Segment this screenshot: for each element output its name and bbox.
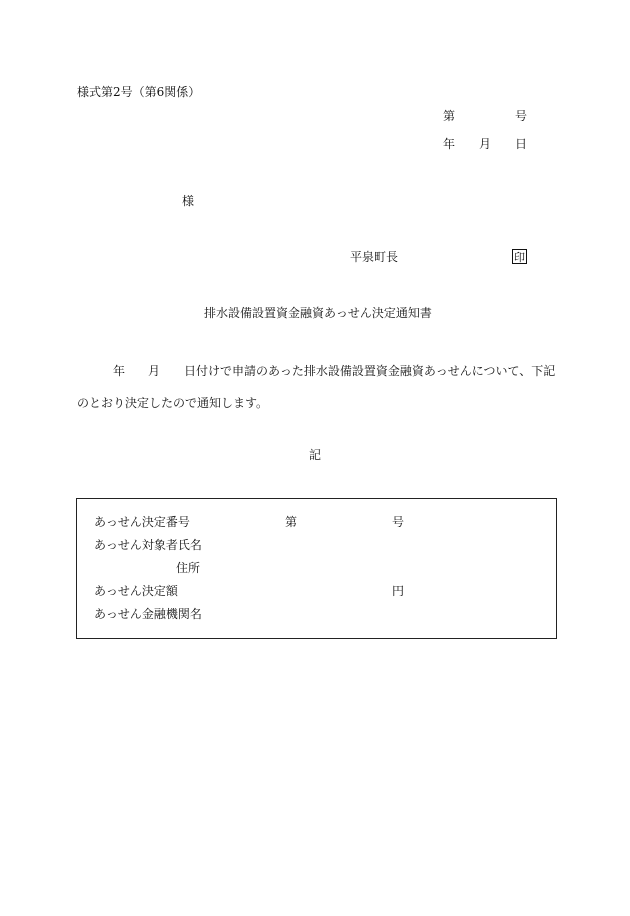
date-day: 日	[515, 137, 528, 151]
institution-label: あっせん金融機関名	[94, 607, 202, 621]
issuer-title: 平泉町長	[350, 250, 399, 264]
ki-heading: 記	[309, 448, 322, 462]
form-number: 様式第2号（第6関係）	[77, 85, 201, 99]
doc-number-go: 号	[515, 109, 528, 123]
body-line1: 日付けで申請のあった排水設備設置資金融資あっせんについて、下記	[184, 364, 556, 378]
doc-number-dai: 第	[443, 109, 456, 123]
amount-unit: 円	[392, 584, 405, 598]
date-year: 年	[443, 137, 456, 151]
decision-number-dai: 第	[285, 515, 298, 529]
decision-number-go: 号	[392, 515, 405, 529]
amount-label: あっせん決定額	[94, 584, 178, 598]
body-line2: のとおり決定したので通知します。	[77, 396, 269, 410]
address-label: 住所	[176, 561, 201, 575]
body-month: 月	[148, 364, 161, 378]
document-title: 排水設備設置資金融資あっせん決定通知書	[204, 306, 432, 320]
seal-stamp: 印	[514, 251, 525, 264]
decision-number-label: あっせん決定番号	[94, 515, 190, 529]
addressee-suffix: 様	[182, 194, 195, 208]
target-name-label: あっせん対象者氏名	[94, 538, 202, 552]
date-month: 月	[479, 137, 492, 151]
body-year: 年	[113, 364, 126, 378]
